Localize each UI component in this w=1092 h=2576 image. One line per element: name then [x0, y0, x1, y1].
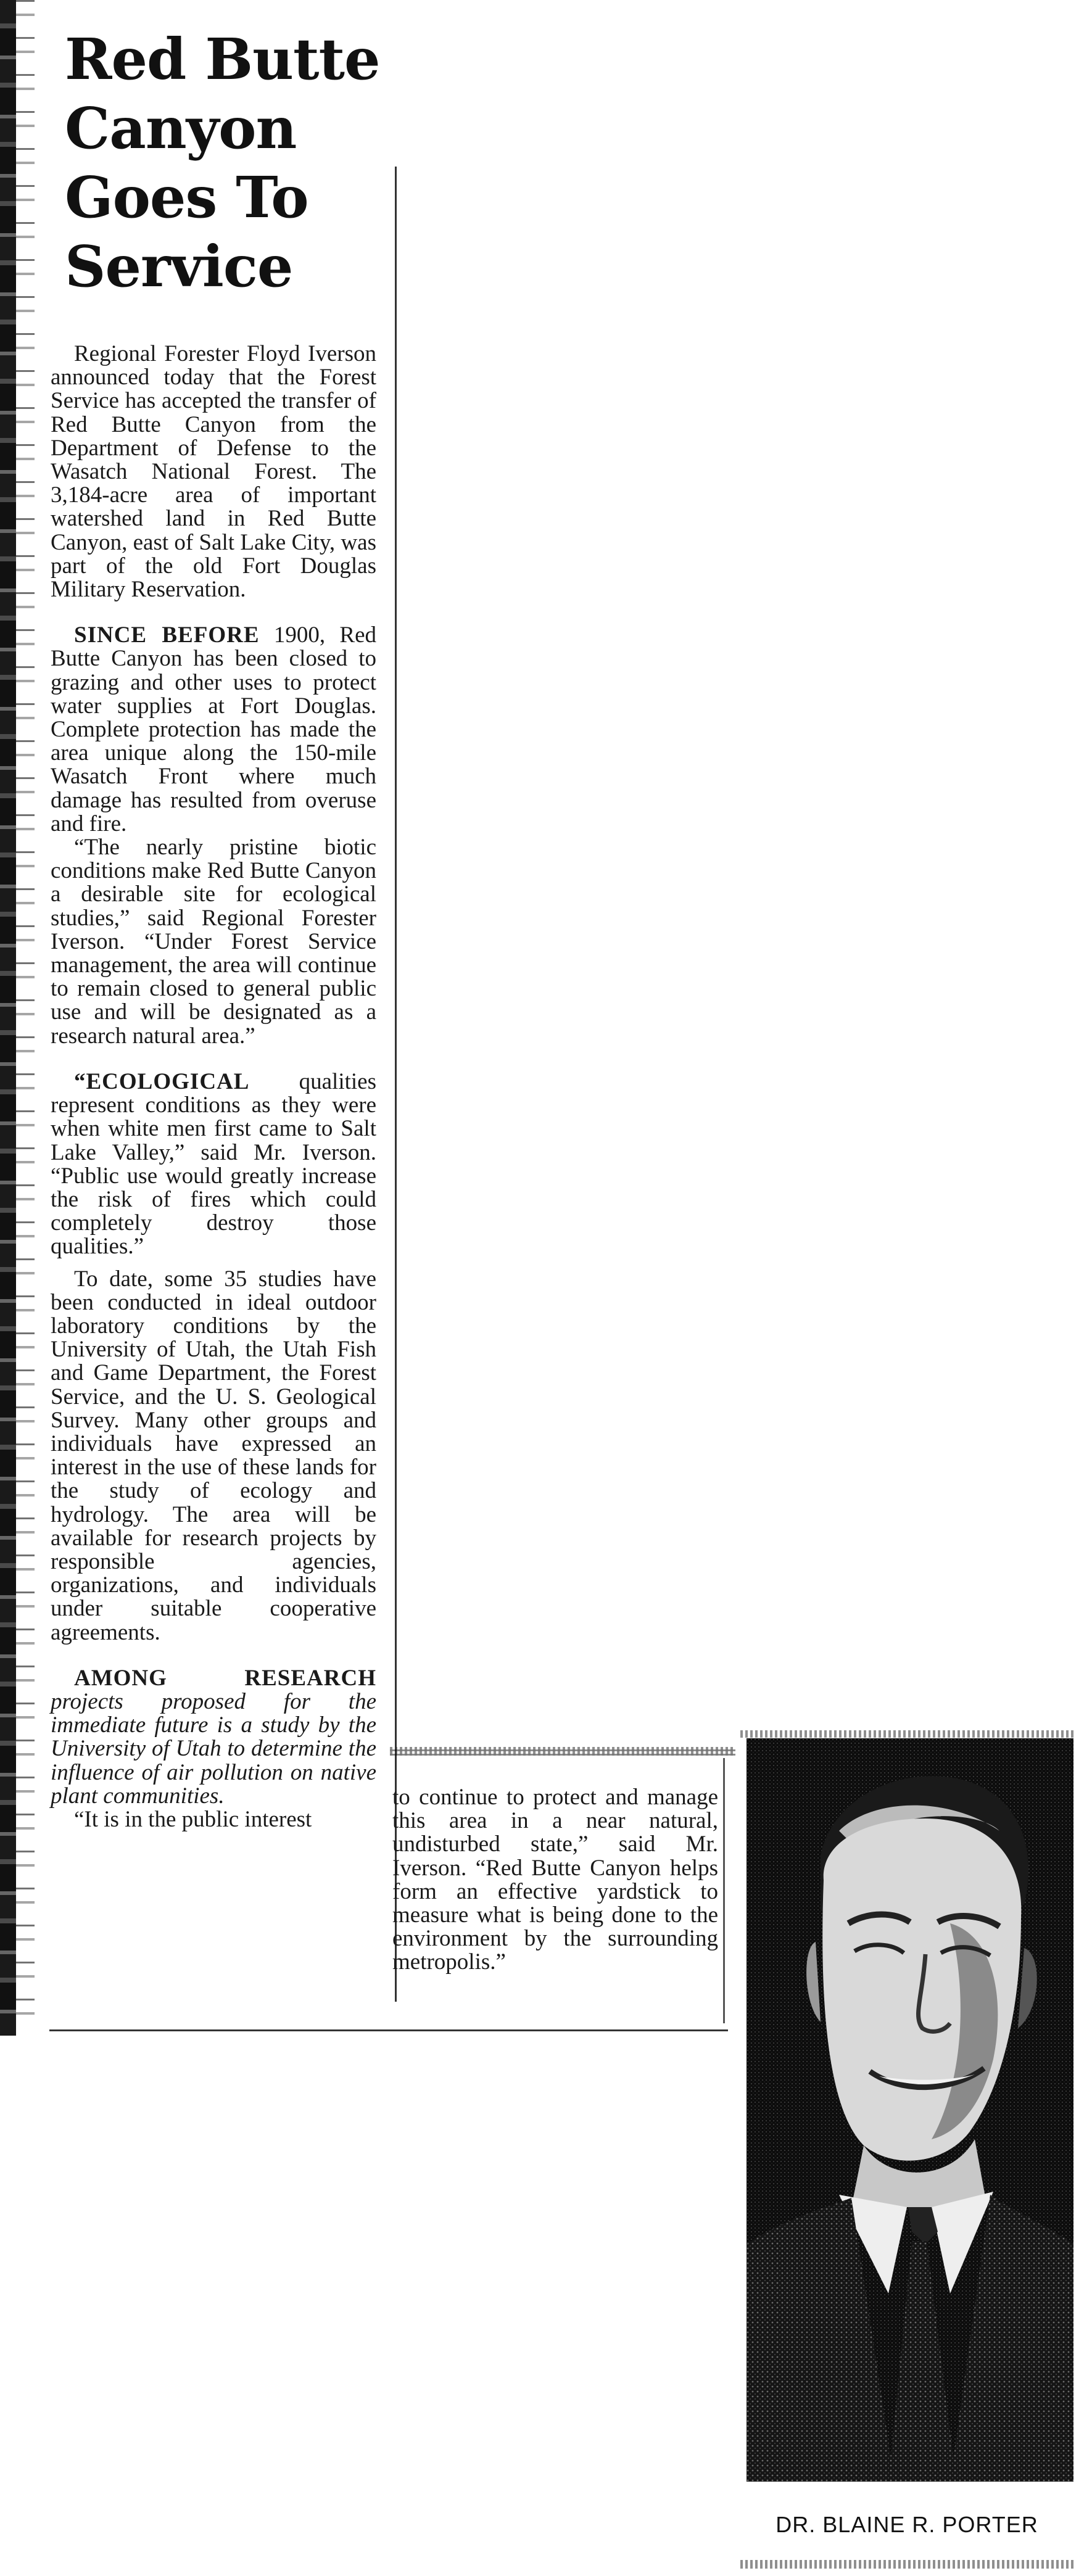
photo-bottom-rule — [740, 2560, 1073, 2569]
column-2-right-rule — [723, 1758, 725, 2023]
paragraph-6 — [51, 1667, 376, 1808]
lead-in: SINCE BEFORE — [74, 622, 260, 648]
photo-top-rule — [740, 1730, 1073, 1738]
article-column-1 — [51, 342, 376, 1831]
paragraph-text: to continue to protect and manage this area in a near natural, undisturbed state,” said Mr. Iverson. “Red Butte Canyon helps form an effective yardstick to measure what is being done to the environment by the surrounding metropolis.” — [392, 1785, 718, 1975]
paragraph-1 — [51, 342, 376, 601]
lead-in: AMONG RESEARCH — [74, 1665, 376, 1691]
paragraph-2 — [51, 624, 376, 836]
paragraph-text: To date, some 35 studies have been conducted in ideal outdoor laboratory conditions by the University of Utah, the Utah Fish and Game Department, the Forest Service, and the U. S. Geological Survey. Many other groups and individuals have expressed an interest in the use of these lands for the study of ecology and hydrology. The area will be available for research projects by responsible agencies, organizations, and individuals under suitable cooperative agreements. — [51, 1266, 376, 1645]
photo-caption: DR. BLAINE R. PORTER — [776, 2512, 1038, 2537]
paragraph-5 — [51, 1268, 376, 1645]
lead-in: “ECOLOGICAL — [74, 1068, 250, 1094]
paragraph-7 — [51, 1808, 376, 1831]
paragraph-text: 1900, Red Butte Canyon has been closed to grazing and other uses to protect water supplies at Fort Douglas. Complete protection has made the area unique along the 150-mile Wasatch Front where much damage has resulted from overuse and fire. — [51, 622, 377, 836]
paragraph-text: “The nearly pristine biotic conditions make Red Butte Canyon a desirable site for ecological studies,” said Regional Forester Iverson. “Under Forest Service management, the area will continue to remain closed to general public use and will be designated as a research natural area.” — [51, 835, 376, 1049]
paragraph-3 — [51, 836, 376, 1048]
paragraph-text: “It is in the public interest — [74, 1806, 312, 1832]
article-column-2 — [392, 1786, 718, 1975]
scan-left-edge-fringe — [16, 0, 35, 2036]
paragraph-text: projects proposed for the immediate future is a study by the University of Utah to determine the influence of air pollution on native plant communities. — [51, 1688, 376, 1809]
paragraph-continued — [392, 1786, 718, 1975]
headline: Red Butte Canyon Goes To Service — [65, 26, 380, 300]
portrait-illustration — [747, 1738, 1073, 2482]
column-rule — [395, 167, 397, 2002]
bottom-rule — [49, 2029, 728, 2031]
portrait-photo — [747, 1738, 1073, 2482]
paragraph-text: Regional Forester Floyd Iverson announced today that the Forest Service has accepted the transfer of Red Butte Canyon from the Department of Defense to the Wasatch National Forest. The 3,184-acre area of important watershed land in Red Butte Canyon, east of Salt Lake City, was part of the old Fort Douglas Military Reservation. — [51, 341, 376, 603]
paragraph-text: qualities represent conditions as they were when white men first came to Salt Lake Valley,” said Mr. Iverson. “Public use would greatly increase the risk of fires which could completely destroy those qualities.” — [51, 1068, 376, 1260]
paragraph-4 — [51, 1070, 376, 1259]
scan-left-edge — [0, 0, 16, 2036]
column-2-top-rule — [390, 1747, 735, 1756]
